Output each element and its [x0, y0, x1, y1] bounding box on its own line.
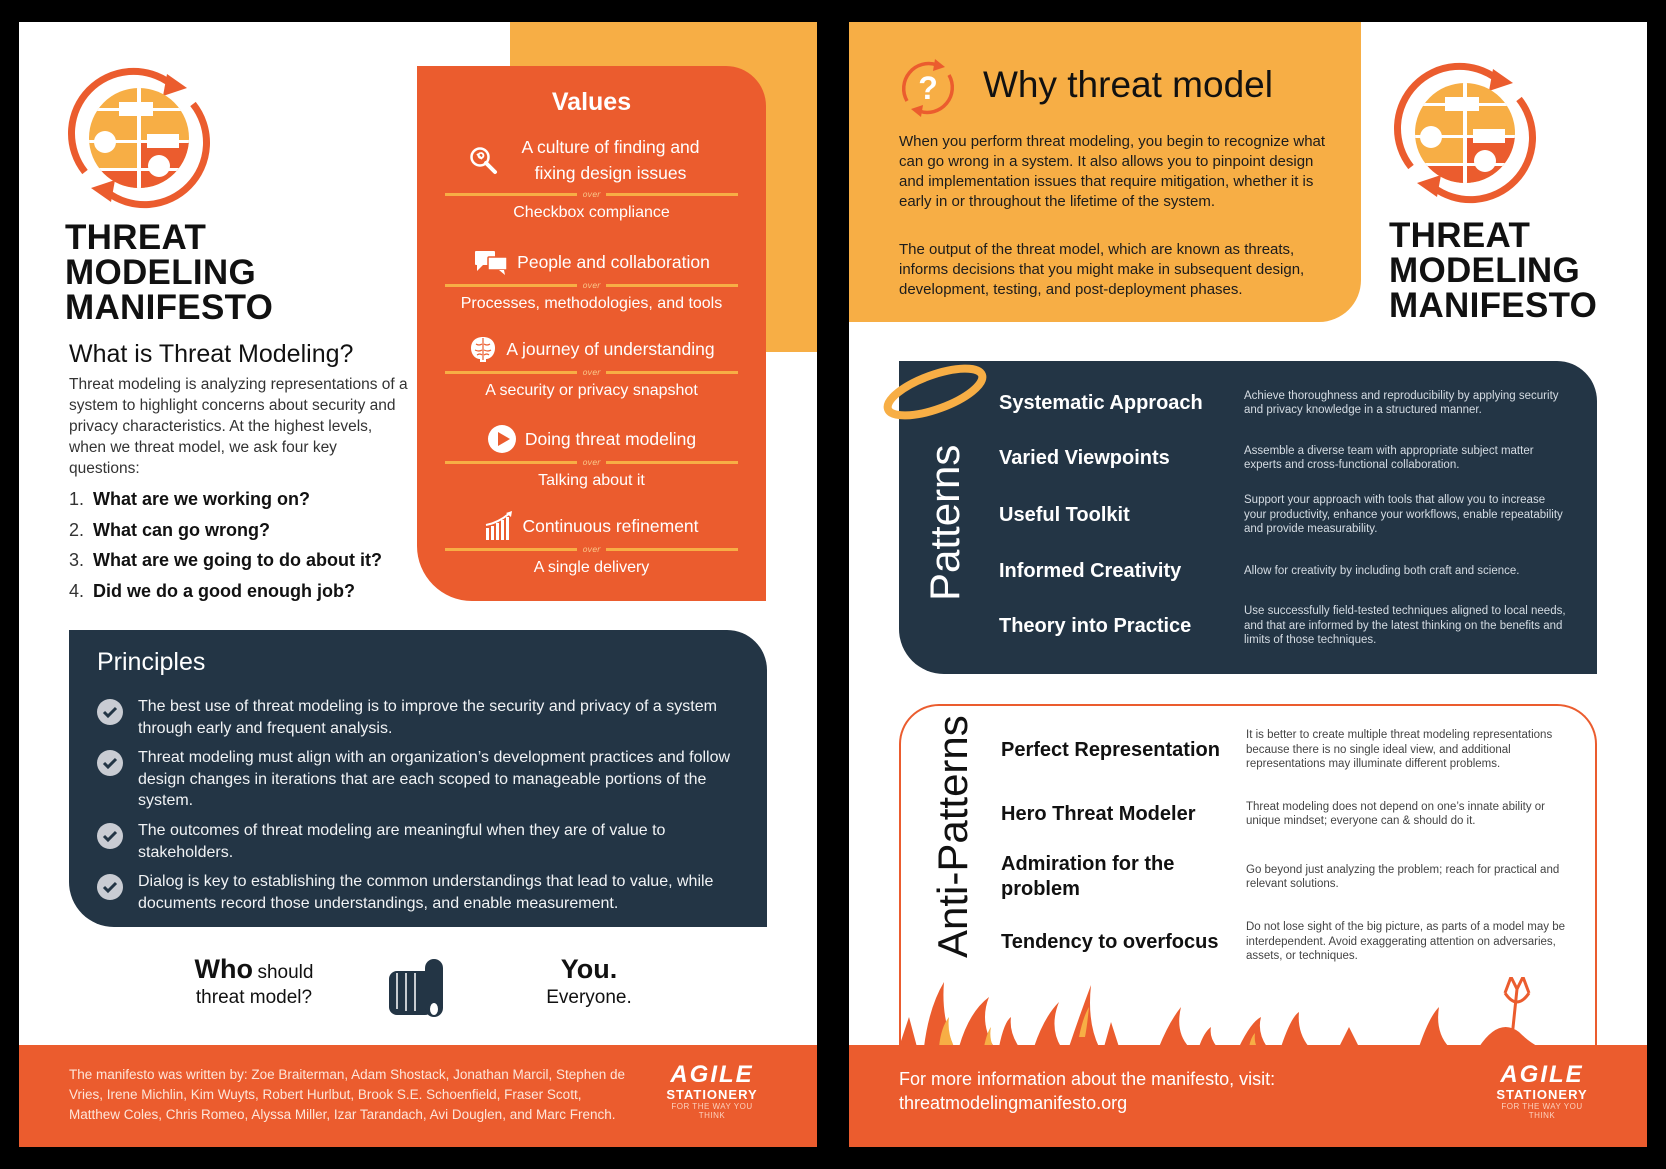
- why-paragraph: The output of the threat model, which are known as threats, informs decisions that you might make in subsequent design, development, testing, and post-deployment phases.: [899, 241, 1305, 298]
- check-circle-icon: [97, 750, 123, 776]
- anti-pattern-item: Hero Threat Modeler Threat modeling does not depend on one’s innate ability or unique mindset; everyone can & should do it.: [1001, 800, 1545, 827]
- value-over-text: A security or privacy snapshot: [485, 382, 698, 399]
- title-line: THREAT: [1389, 216, 1531, 255]
- value-item: [445, 424, 738, 490]
- footer-left: [19, 1045, 817, 1147]
- pattern-item: Theory into Practice Use successfully field-tested techniques aligned to local needs, and that are informed by the latest thinking on the benefits and limits of those techniques.: [999, 605, 1566, 647]
- principles-card: [69, 630, 767, 927]
- why-paragraph: When you perform threat modeling, you begin to recognize what can go wrong in a system. It also allows you to pinpoint design and implementation issues that require mitigation, whether it is early in or throughout the lifetime of the system.: [899, 133, 1326, 210]
- manifesto-page-left: [19, 22, 817, 1147]
- halo-icon: [873, 362, 1003, 427]
- value-over-text: Talking about it: [538, 472, 645, 489]
- value-main-text: People and collaboration: [517, 252, 710, 272]
- question-item: 2. What can go wrong?: [69, 519, 270, 540]
- brain-icon: [468, 334, 498, 364]
- flames-icon: [899, 977, 1597, 1047]
- footer-right: [849, 1045, 1647, 1147]
- patterns-card: [899, 361, 1597, 674]
- threat-model-logo-icon: [1389, 57, 1541, 209]
- title-line: MODELING: [1389, 251, 1581, 290]
- pattern-item: Useful Toolkit Support your approach with tools that allow you to increase your productivity, enhance your workflows, enable repeatability and provide measurability.: [999, 494, 1563, 536]
- value-over-text: Processes, methodologies, and tools: [460, 295, 723, 312]
- pattern-item: Varied Viewpoints Assemble a diverse team with appropriate subject matter experts and cross-functional collaboration.: [999, 444, 1534, 471]
- values-heading: Values: [551, 88, 632, 116]
- more-info-text: [899, 1067, 1275, 1115]
- principles-heading: Principles: [97, 648, 206, 676]
- who-question: Who should threat model?: [194, 954, 314, 1008]
- title-line: MANIFESTO: [65, 288, 274, 327]
- threat-model-logo-icon: [63, 62, 215, 214]
- check-circle-icon: [97, 823, 123, 849]
- principle-item: Threat modeling must align with an organization’s development practices and follow design changes in iterations that are each scoped to manageable portions of the system.: [97, 747, 737, 812]
- over-divider: over: [445, 545, 738, 554]
- what-is-body: Threat modeling is analyzing representations of a system to highlight concerns about security and privacy characteristics. At the highest levels, when we threat model, we ask four key questions:: [69, 376, 408, 477]
- anti-pattern-item: Tendency to overfocus Do not lose sight of the big picture, as parts of a model may be interdependent. Avoid exaggerating attention on adversaries, assets, or techniques.: [1001, 921, 1565, 963]
- value-main-text: Continuous refinement: [522, 516, 699, 536]
- pointing-hand-icon: [385, 957, 451, 1023]
- pattern-item: Informed Creativity Allow for creativity by including both craft and science.: [999, 559, 1520, 582]
- over-divider: over: [445, 368, 738, 377]
- what-is-heading: What is Threat Modeling?: [69, 340, 354, 368]
- value-item: [445, 511, 738, 577]
- title-line: THREAT: [65, 218, 207, 257]
- value-main-text: Doing threat modeling: [524, 429, 697, 449]
- value-over-text: A single delivery: [533, 559, 650, 576]
- value-item: [445, 247, 738, 313]
- manifesto-page-right: [849, 22, 1647, 1147]
- agile-stationery-logo: AGILE STATIONERY FOR THE WAY YOU THINK: [666, 1061, 758, 1120]
- svg-text:?: ?: [918, 70, 938, 106]
- pattern-item: Systematic Approach Achieve thoroughness and reproducibility by applying security and privacy knowledge in a structured manner.: [999, 389, 1559, 416]
- agile-stationery-logo: AGILE STATIONERY FOR THE WAY YOU THINK: [1496, 1061, 1588, 1120]
- anti-pattern-item: Perfect Representation It is better to create multiple threat modeling representations because there is no single ideal view, and additional representations may illuminate different problems.: [1001, 729, 1553, 771]
- principle-item: The best use of threat modeling is to improve the security and privacy of a system through early and frequent analysis.: [97, 696, 737, 739]
- chat-bubbles-icon: [473, 247, 509, 277]
- patterns-heading: Patterns: [921, 444, 968, 601]
- who-answer: You. Everyone.: [546, 954, 632, 1008]
- value-main-text: A culture of finding and fixing design issues: [521, 137, 700, 183]
- value-over-text: Checkbox compliance: [513, 204, 670, 221]
- magnifier-wrench-icon: [468, 145, 498, 175]
- check-circle-icon: [97, 874, 123, 900]
- title-line: MANIFESTO: [1389, 286, 1598, 325]
- principle-item: Dialog is key to establishing the common understandings that lead to value, while documents record those understandings, and enable measurement.: [97, 871, 737, 914]
- question-item: 3. What are we going to do about it?: [69, 550, 382, 570]
- anti-patterns-heading: Anti-Patterns: [929, 715, 976, 958]
- question-item: 4. Did we do a good enough job?: [69, 580, 355, 601]
- title-line: MODELING: [65, 253, 257, 292]
- play-icon: [487, 424, 517, 454]
- principle-item: The outcomes of threat modeling are meaningful when they are of value to stakeholders.: [97, 820, 737, 863]
- key-questions-list: [69, 484, 419, 606]
- question-cycle-icon: [897, 57, 959, 119]
- value-item: [445, 334, 738, 400]
- why-heading: Why threat model: [983, 64, 1273, 105]
- growth-chart-icon: [484, 511, 514, 541]
- value-item: [445, 134, 738, 222]
- manifesto-title: [65, 220, 273, 325]
- question-item: 1. What are we working on?: [69, 489, 311, 509]
- anti-pattern-item: Admiration for the problem Go beyond just analyzing the problem; reach for practical and relevant solutions.: [1001, 853, 1560, 900]
- manifesto-website-link[interactable]: threatmodelingmanifesto.org: [899, 1093, 1128, 1113]
- values-card: [417, 66, 766, 601]
- over-divider: over: [445, 281, 738, 290]
- value-main-text: A journey of understanding: [506, 339, 715, 359]
- authors-credits: The manifesto was written by: Zoe Braiterman, Adam Shostack, Jonathan Marcil, Stephen de Vries, Irene Michlin, Kim Wuyts, Robert Hurlbut, Brook S.E. Schoenfield, Fraser Scott, Matthew Coles, Chris Romeo, Alyssa Miller, Izar Tarandach, Avi Douglen, and Marc French.: [69, 1067, 626, 1122]
- manifesto-title: [1389, 218, 1597, 323]
- more-info-label: For more information about the manifesto, visit:: [899, 1069, 1276, 1089]
- check-circle-icon: [97, 699, 123, 725]
- over-divider: over: [445, 190, 738, 199]
- over-divider: over: [445, 458, 738, 467]
